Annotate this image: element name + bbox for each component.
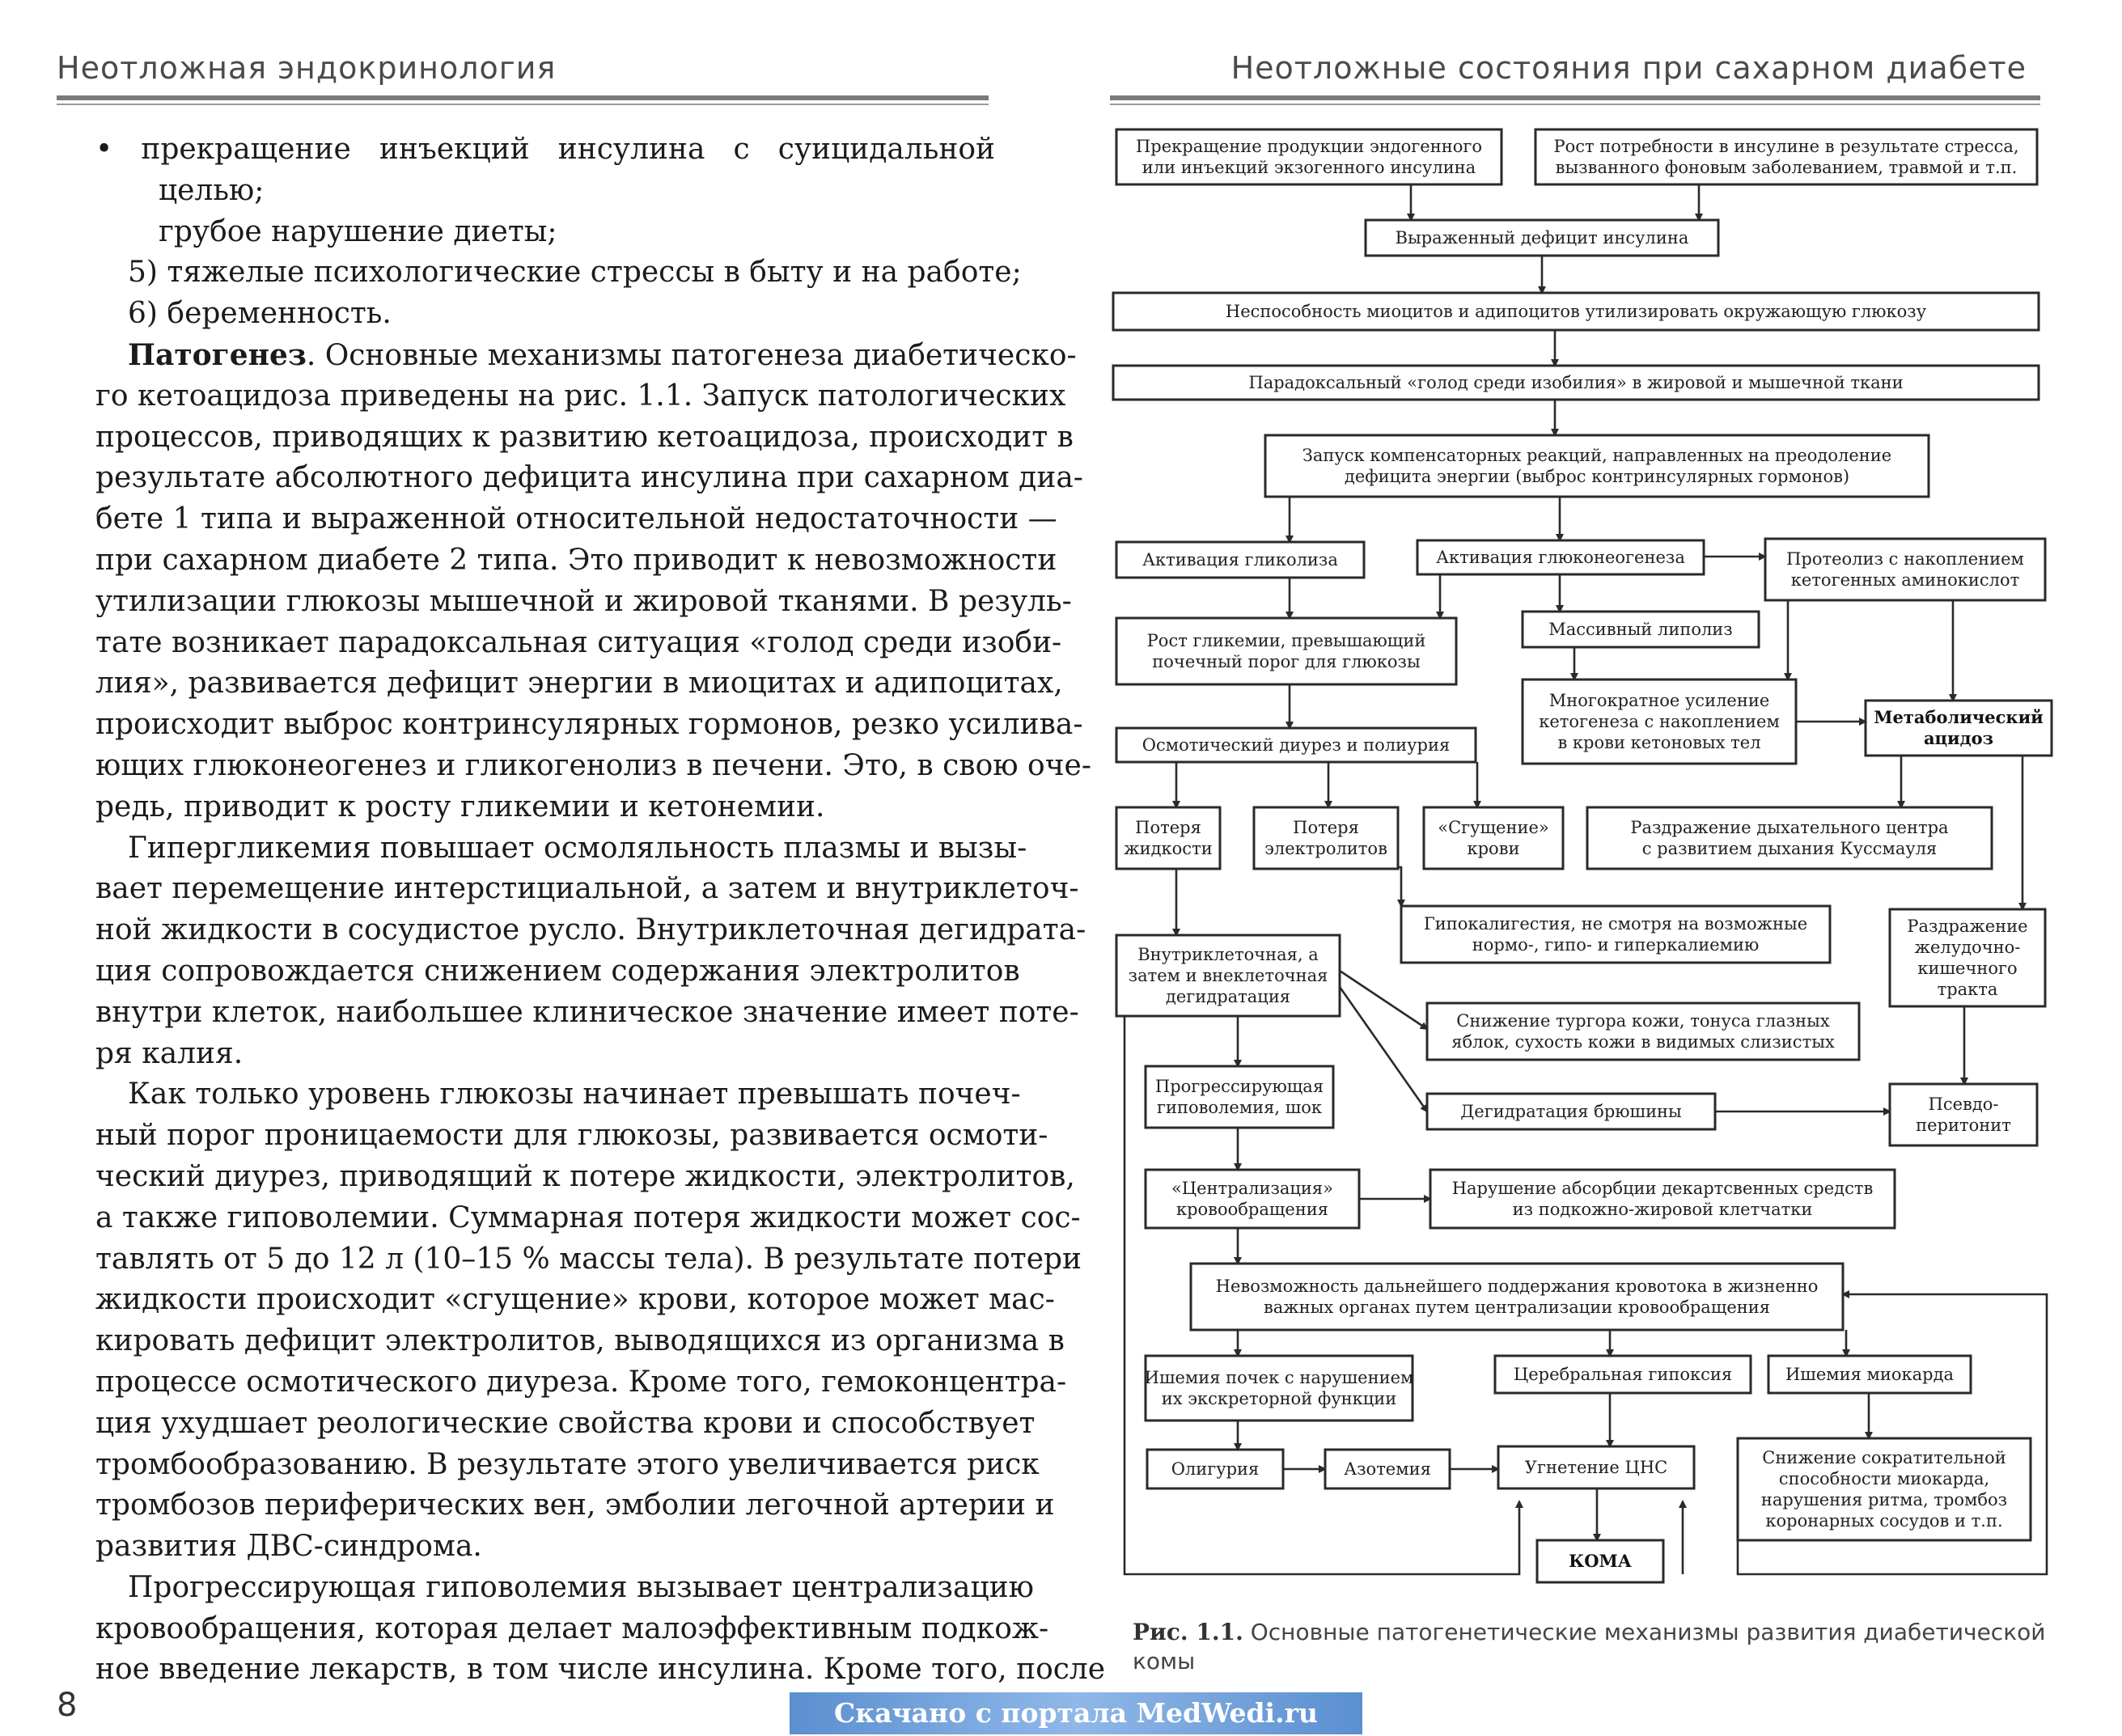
flow-box-text: Неспособность миоцитов и адипоцитов утилизировать окружающую глюкозу: [1225, 302, 1927, 321]
flow-box-text: гиповолемия, шок: [1156, 1098, 1323, 1117]
flow-arrow: [1398, 867, 1401, 906]
flow-box-text: коронарных сосудов и т.п.: [1765, 1511, 2003, 1531]
text-line: тромбообразованию. В результате этого увеличивается риск: [95, 1447, 1040, 1481]
flow-box-b6: [1265, 435, 1929, 497]
flow-box-text: Снижение тургора кожи, тонуса глазных: [1456, 1011, 1830, 1031]
flow-box-text: Активация гликолиза: [1142, 550, 1338, 569]
flow-box-text: Снижение сократительной: [1762, 1448, 2006, 1467]
flow-box-text: нормо-, гипо- и гиперкалиемию: [1472, 935, 1760, 955]
flow-box-text: Запуск компенсаторных реакций, направленных на преодоление: [1302, 446, 1892, 465]
flow-box-text: дефицита энергии (выброс контринсулярных гормонов): [1344, 467, 1850, 486]
bold-term: Патогенез: [128, 337, 307, 372]
text-line: 6) беременность.: [128, 297, 392, 331]
flow-arrow: [1340, 987, 1427, 1111]
flow-box-text: яблок, сухость кожи в видимых слизистых: [1451, 1032, 1835, 1052]
flow-box-text: Прекращение продукции эндогенного: [1135, 137, 1483, 156]
flow-box-b23: [1146, 1066, 1333, 1128]
flow-box-text: Гипокалигестия, не смотря на возможные: [1423, 914, 1808, 934]
text-line: целью;: [159, 173, 265, 207]
flow-box-text: Ишемия почек с нарушением: [1144, 1368, 1414, 1387]
text-line: ный порог проницаемости для глюкозы, развивается осмоти-: [95, 1119, 1048, 1153]
text-line: бете 1 типа и выраженной относительной недостаточности —: [95, 502, 1057, 536]
running-head-right: Неотложные состояния при сахарном диабете: [1230, 50, 2027, 86]
flow-box-b10: [1116, 618, 1456, 684]
flow-box-text: Дегидратация брюшины: [1460, 1102, 1682, 1121]
text-line: процессов, приводящих к развитию кетоацидоза, происходит в: [95, 420, 1074, 454]
flow-box-text: электролитов: [1264, 839, 1387, 858]
text-line: 5) тяжелые психологические стрессы в быту и на работе;: [128, 256, 1022, 290]
text-line: тате возникает парадоксальная ситуация «голод среди изоби-: [95, 625, 1062, 659]
text-line: Как только уровень глюкозы начинает превышать почеч-: [128, 1078, 1021, 1111]
flow-box-text: Прогрессирующая: [1154, 1077, 1324, 1096]
text-line: ция сопровождается снижением содержания электролитов: [95, 954, 1020, 988]
flow-box-text: «Сгущение»: [1438, 818, 1549, 837]
figure-caption-label: Рис. 1.1.: [1133, 1619, 1243, 1645]
flow-box-text: Рост потребности в инсулине в результате стресса,: [1553, 137, 2019, 156]
flow-box-text: «Централизация»: [1171, 1179, 1334, 1198]
flow-box-text: тракта: [1937, 980, 1998, 999]
flow-box-text: перитонит: [1916, 1116, 2011, 1135]
text-line: ное введение лекарств, в том числе инсулина. Кроме того, после: [95, 1653, 1106, 1687]
text-line: • прекращение инъекций инсулина с суицидальной: [95, 133, 995, 166]
text-line: а также гиповолемии. Суммарная потеря жидкости может сос-: [95, 1200, 1081, 1234]
flow-box-text: затем и внеклеточная: [1128, 966, 1328, 985]
flow-box-text: в крови кетоновых тел: [1557, 733, 1761, 752]
text-line: происходит выброс контринсулярных гормонов, резко усилива-: [95, 708, 1083, 742]
flow-arrow: [1340, 971, 1427, 1029]
text-line: кировать дефицит электролитов, выводящихся из организма в: [95, 1324, 1065, 1358]
flow-box-text: Азотемия: [1344, 1459, 1431, 1479]
text-line: ция ухудшает реологические свойства крови и способствует: [95, 1406, 1036, 1440]
flow-box-b25: [1890, 1084, 2037, 1145]
flow-box-text: Активация глюконеогенеза: [1436, 548, 1685, 567]
text-line: процессе осмотического диуреза. Кроме того, гемоконцентра-: [95, 1365, 1067, 1399]
flow-box-b15: [1116, 807, 1220, 869]
text-line: ной жидкости в сосудистое русло. Внутриклеточная дегидрата-: [95, 913, 1086, 947]
flow-box-text: Нарушение абсорбции декартсвенных средств: [1451, 1179, 1874, 1198]
text-line: тромбозов периферических вен, эмболии легочной артерии и: [95, 1488, 1055, 1522]
flow-box-text: крови: [1467, 839, 1520, 858]
figure-caption: [1133, 1618, 2079, 1676]
text-line: при сахарном диабете 2 типа. Это приводит к невозможности: [95, 543, 1057, 577]
flow-box-text: Псевдо-: [1928, 1095, 1999, 1114]
text-line: вает перемещение интерстициальной, а затем и внутриклеточ-: [95, 872, 1079, 906]
flow-box-b17: [1424, 807, 1563, 869]
flow-box-text: их экскреторной функции: [1161, 1389, 1397, 1408]
text-line: ря калия.: [95, 1036, 244, 1070]
flow-box-b9: [1765, 539, 2045, 600]
flow-box-text: Угнетение ЦНС: [1524, 1458, 1668, 1477]
flow-box-text: жидкости: [1124, 839, 1213, 858]
flow-box-text: желудочно-: [1914, 938, 2021, 957]
flow-box-text: или инъекций экзогенного инсулина: [1141, 158, 1476, 177]
flow-box-text: Невозможность дальнейшего поддержания кровотока в жизненно: [1215, 1277, 1819, 1296]
flow-box-text: важных органах путем централизации кровообращения: [1263, 1298, 1771, 1317]
text-line: ющих глюконеогенез и гликогенолиз в печени. Это, в свою оче-: [95, 748, 1091, 782]
text-line: Патогенез. Основные механизмы патогенеза диабетическо-: [128, 337, 1077, 372]
flow-box-text: Рост гликемии, превышающий: [1146, 631, 1426, 650]
flow-box-b16: [1254, 807, 1398, 869]
text-line: внутри клеток, наибольшее клиническое значение имеет поте-: [95, 995, 1079, 1029]
text-line: Прогрессирующая гиповолемия вызывает централизацию: [128, 1570, 1035, 1604]
flow-box-text: почечный порог для глюкозы: [1152, 652, 1421, 671]
flow-box-text: Олигурия: [1171, 1459, 1260, 1479]
flow-box-text: Церебральная гипоксия: [1513, 1365, 1733, 1384]
text-line: редь, приводит к росту гликемии и кетонемии.: [95, 790, 825, 824]
flow-box-text: Ишемия миокарда: [1785, 1365, 1955, 1384]
running-head-left: Неотложная эндокринология: [57, 50, 557, 86]
text-line: результате абсолютного дефицита инсулина при сахарном диа-: [95, 461, 1083, 495]
flow-box-text: Метаболический: [1874, 707, 2044, 727]
flow-box-text: дегидратация: [1165, 987, 1291, 1006]
flow-box-text: с развитием дыхания Куссмауля: [1641, 839, 1938, 858]
flow-box-text: КОМА: [1569, 1551, 1632, 1571]
flow-box-text: кетогенеза с накоплением: [1539, 712, 1780, 731]
flow-box-text: способности миокарда,: [1778, 1469, 1990, 1488]
text-line: грубое нарушение диеты;: [159, 214, 557, 248]
text-line: жидкости происходит «сгущение» крови, которое может мас-: [95, 1283, 1055, 1317]
flow-box-text: кровообращения: [1175, 1200, 1329, 1219]
flow-box-text: из подкожно-жировой клетчатки: [1512, 1200, 1813, 1219]
flow-box-text: вызванного фоновым заболеванием, травмой и т.п.: [1555, 158, 2018, 177]
flow-box-text: Осмотический диурез и полиурия: [1141, 735, 1451, 755]
flow-box-text: Раздражение дыхательного центра: [1630, 818, 1949, 837]
text-line: ческий диурез, приводящий к потере жидкости, электролитов,: [95, 1159, 1075, 1193]
text-line: тавлять от 5 до 12 л (10–15 % массы тела). В результате потери: [95, 1242, 1082, 1276]
text-line: утилизации глюкозы мышечной и жировой тканями. В резуль-: [95, 584, 1072, 618]
flow-box-text: Раздражение: [1907, 917, 2028, 936]
flow-box-text: Многократное усиление: [1548, 691, 1770, 710]
flow-box-text: ацидоз: [1923, 728, 1994, 748]
flow-box-text: Массивный липолиз: [1548, 620, 1733, 639]
flow-box-b29: [1146, 1356, 1413, 1421]
text-line: лия», развивается дефицит энергии в миоцитах и адипоцитах,: [95, 667, 1063, 701]
flow-box-text: нарушения ритма, тромбоз: [1760, 1490, 2008, 1509]
text-line: развития ДВС-синдрома.: [95, 1530, 482, 1564]
figure-caption-text: Основные патогенетические механизмы развития диабетической комы: [1133, 1619, 2046, 1675]
download-banner[interactable]: Скачано с портала MedWedi.ru: [790, 1692, 1362, 1734]
flow-box-text: кетогенных аминокислот: [1790, 570, 2020, 590]
flow-box-text: кишечного: [1917, 959, 2018, 978]
flow-box-text: Внутриклеточная, а: [1137, 945, 1319, 964]
flow-box-text: Выраженный дефицит инсулина: [1395, 228, 1689, 248]
flow-box-text: Потеря: [1293, 818, 1359, 837]
flow-box-text: Потеря: [1135, 818, 1201, 837]
page-number: 8: [57, 1687, 78, 1724]
flow-box-text: Протеолиз с накоплением: [1786, 549, 2024, 569]
flow-box-b28: [1191, 1264, 1843, 1330]
text-line: го кетоацидоза приведены на рис. 1.1. Запуск патологических: [95, 379, 1066, 413]
flow-box-b18: [1587, 807, 1992, 869]
flow-box-text: Парадоксальный «голод среди изобилия» в жировой и мышечной ткани: [1248, 373, 1904, 392]
text-line: кровообращения, которая делает малоэффективным подкож-: [95, 1611, 1049, 1645]
text-line: Гипергликемия повышает осмоляльность плазмы и вызы-: [128, 831, 1027, 865]
